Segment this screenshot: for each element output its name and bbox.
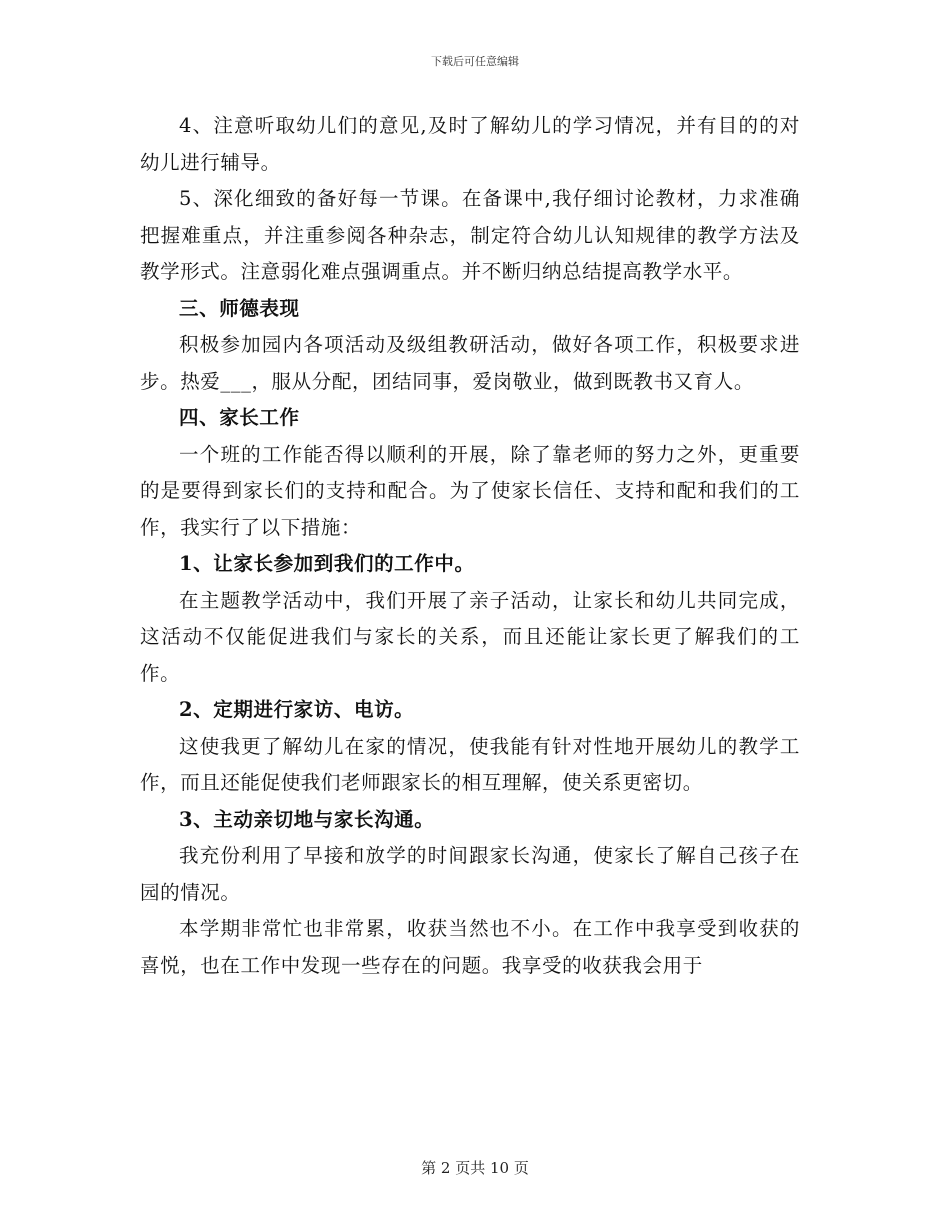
paragraph-item-4: 4、注意听取幼儿们的意见,及时了解幼儿的学习情况，并有目的的对幼儿进行辅导。 [140,114,800,174]
section-heading-ethics: 三、师德表现 [179,296,300,320]
paragraph-summary: 本学期非常忙也非常累，收获当然也不小。在工作中我享受到收获的喜悦，也在工作中发现一些存在的问题。我享受的收获我会用于 [140,917,800,977]
paragraph-measure-3: 我充份利用了早接和放学的时间跟家长沟通，使家长了解自己孩子在园的情况。 [140,844,800,904]
paragraph-ethics: 积极参加园内各项活动及级组教研活动，做好各项工作，积极要求进步。热爱___，服从分配，团结同事，爱岗敬业，做到既教书又育人。 [140,333,800,393]
subheading-measure-1: 1、让家长参加到我们的工作中。 [179,552,475,575]
paragraph-item-5: 5、深化细致的备好每一节课。在备课中,我仔细讨论教材，力求准确把握难重点，并注重参阅各种杂志，制定符合幼儿认知规律的教学方法及教学形式。注意弱化难点强调重点。并不断归纳总结提高教学水平。 [140,187,800,283]
page-header: 下载后可任意编辑 [431,55,519,68]
section-heading-parents: 四、家长工作 [179,406,300,429]
subheading-measure-3: 3、主动亲切地与家长沟通。 [179,807,435,831]
page-number-footer: 第 2 页共 10 页 [421,1159,529,1177]
paragraph-parents-intro: 一个班的工作能否得以顺利的开展，除了靠老师的努力之外，更重要的是要得到家长们的支持和配合。为了使家长信任、支持和配和我们的工作，我实行了以下措施： [140,442,800,539]
paragraph-measure-1: 在主题教学活动中，我们开展了亲子活动，让家长和幼儿共同完成，这活动不仅能促进我们与家长的关系，而且还能让家长更了解我们的工作。 [140,588,800,685]
subheading-measure-2: 2、定期进行家访、电访。 [179,698,415,721]
document-body [140,108,800,984]
paragraph-measure-2: 这使我更了解幼儿在家的情况，使我能有针对性地开展幼儿的教学工作，而且还能促使我们老师跟家长的相互理解，使关系更密切。 [140,734,800,794]
